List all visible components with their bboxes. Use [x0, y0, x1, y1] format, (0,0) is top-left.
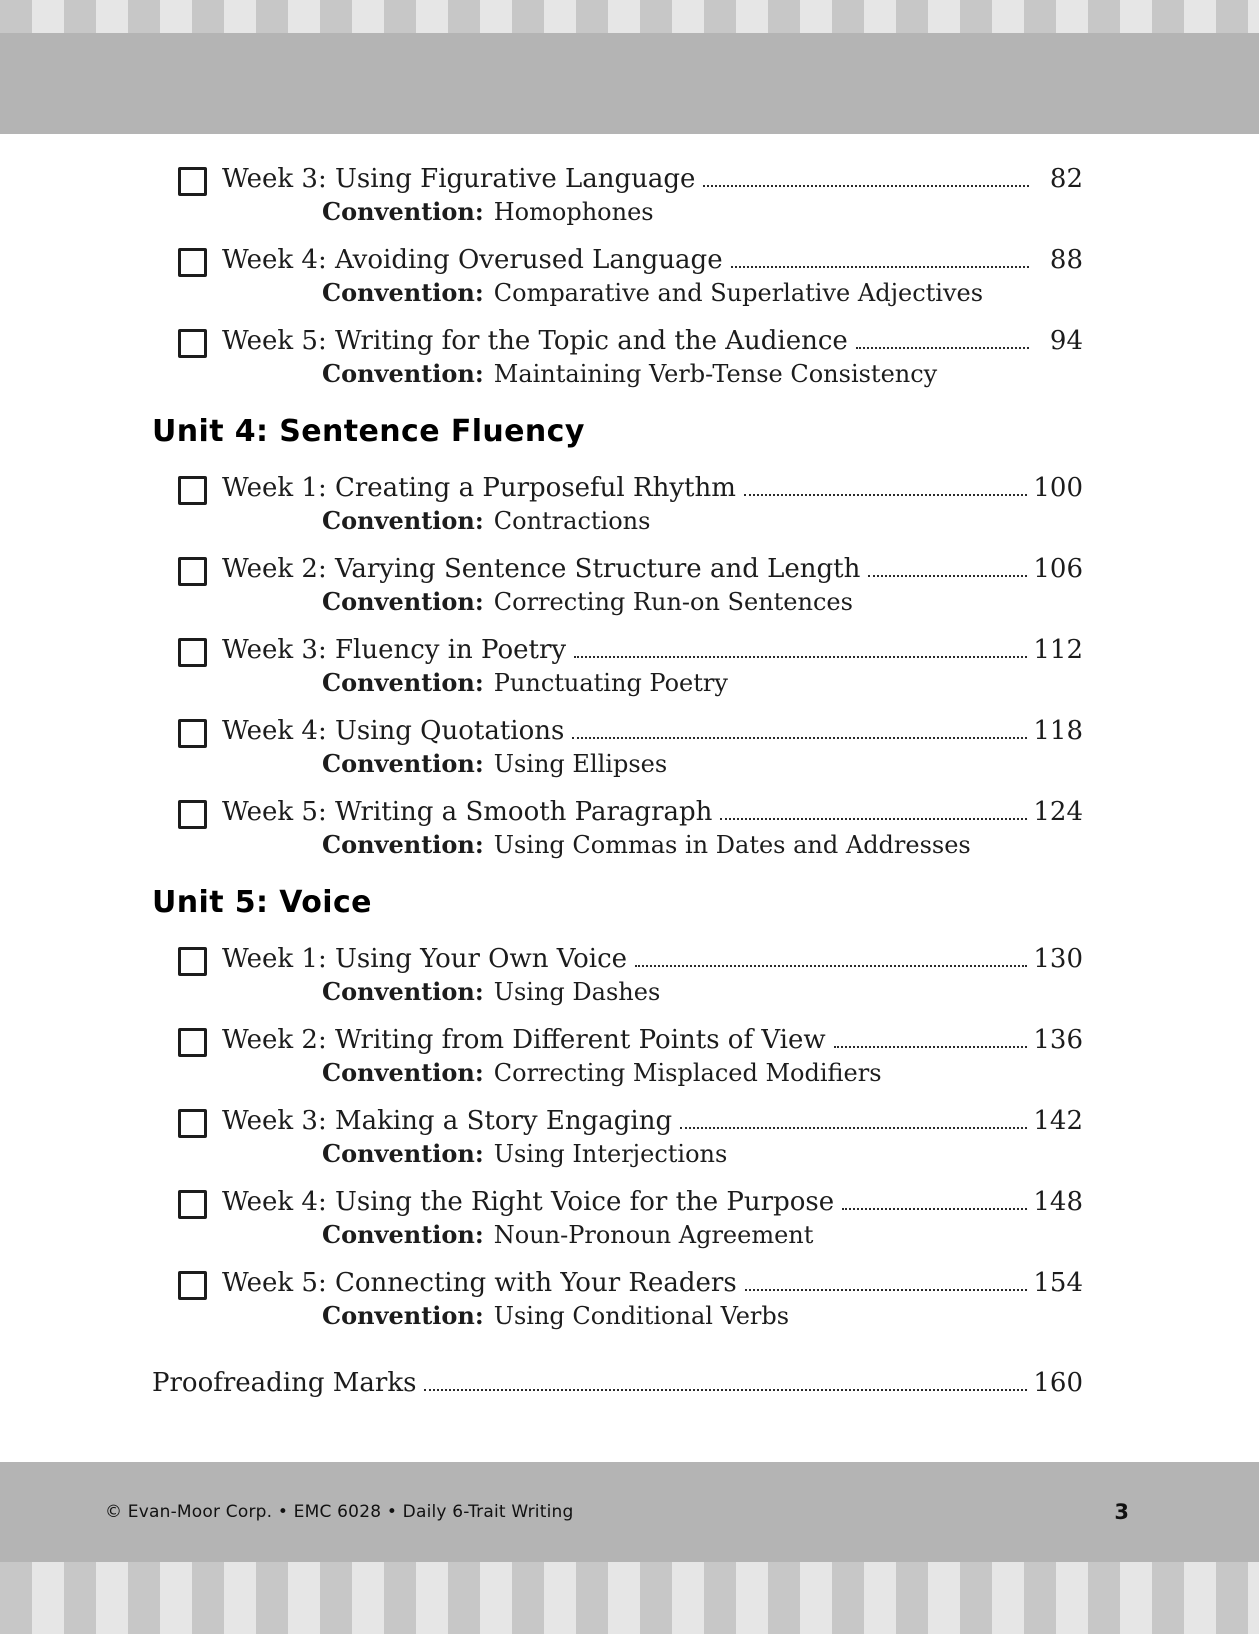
entry-title-row [222, 552, 1083, 586]
entry-title-row [222, 162, 1083, 196]
entry-title-row [222, 1023, 1083, 1057]
convention-text: Homophones [493, 198, 654, 226]
convention-text: Punctuating Poetry [493, 669, 728, 697]
header-stripes [0, 0, 1259, 33]
week-checkbox [178, 1028, 207, 1057]
entry-body [222, 633, 1083, 699]
toc-entry [178, 324, 1083, 390]
entry-title: Week 2: Writing from Different Points of View [222, 1025, 826, 1055]
dot-leader [680, 1127, 1027, 1129]
page-number: 154 [1033, 1268, 1083, 1298]
dot-leader [424, 1389, 1027, 1391]
footer-credit: © Evan-Moor Corp. • EMC 6028 • Daily 6-Trait Writing [105, 1502, 574, 1522]
convention-text: Using Ellipses [493, 750, 668, 778]
entry-body [222, 795, 1083, 861]
convention-line [222, 976, 1083, 1008]
dot-leader [744, 494, 1028, 496]
convention-line [222, 358, 1083, 390]
week-checkbox [178, 329, 207, 358]
entry-title: Proofreading Marks [152, 1368, 417, 1398]
entry-title-row [152, 1366, 1083, 1400]
entry-body [222, 1104, 1083, 1170]
toc-entry [178, 162, 1083, 228]
entry-title-row [222, 243, 1083, 277]
footer-page-number: 3 [1114, 1500, 1129, 1524]
convention-line [222, 667, 1083, 699]
convention-label: Convention: [322, 1058, 484, 1087]
entry-body [222, 942, 1083, 1008]
entry-body [222, 1023, 1083, 1089]
dot-leader [731, 266, 1029, 268]
convention-label: Convention: [322, 197, 484, 226]
entry-title-row [222, 633, 1083, 667]
header-band [0, 33, 1259, 134]
entry-title: Week 4: Using the Right Voice for the Purpose [222, 1187, 835, 1217]
convention-label: Convention: [322, 668, 484, 697]
week-checkbox [178, 1190, 207, 1219]
convention-text: Contractions [493, 507, 651, 535]
page-number: 82 [1049, 164, 1083, 194]
week-checkbox [178, 1109, 207, 1138]
convention-text: Using Dashes [493, 978, 661, 1006]
entry-title-row [222, 324, 1083, 358]
entry-body [222, 1266, 1083, 1332]
entry-body [222, 714, 1083, 780]
page-number: 112 [1033, 635, 1083, 665]
convention-text: Noun-Pronoun Agreement [493, 1221, 814, 1249]
convention-line [222, 505, 1083, 537]
entry-title: Week 3: Using Figurative Language [222, 164, 696, 194]
entry-title: Week 1: Using Your Own Voice [222, 944, 628, 974]
convention-label: Convention: [322, 830, 484, 859]
convention-label: Convention: [322, 359, 484, 388]
week-checkbox [178, 557, 207, 586]
page-number: 124 [1033, 797, 1083, 827]
entry-body [152, 1366, 1083, 1400]
toc-entry [178, 1023, 1083, 1089]
dot-leader [720, 818, 1027, 820]
dot-leader [703, 185, 1029, 187]
entry-title: Week 5: Connecting with Your Readers [222, 1268, 737, 1298]
convention-text: Comparative and Superlative Adjectives [493, 279, 984, 307]
dot-leader [745, 1289, 1028, 1291]
week-checkbox [178, 1271, 207, 1300]
convention-label: Convention: [322, 278, 484, 307]
page-number: 160 [1033, 1368, 1083, 1398]
toc-entry [178, 942, 1083, 1008]
week-checkbox [178, 638, 207, 667]
convention-label: Convention: [322, 587, 484, 616]
toc-content [0, 134, 1259, 1462]
page-number: 148 [1033, 1187, 1083, 1217]
convention-line [222, 1057, 1083, 1089]
entry-title: Week 5: Writing a Smooth Paragraph [222, 797, 713, 827]
entry-title: Week 3: Making a Story Engaging [222, 1106, 673, 1136]
convention-text: Correcting Misplaced Modifiers [493, 1059, 882, 1087]
page-number: 118 [1033, 716, 1083, 746]
page-number: 130 [1033, 944, 1083, 974]
toc-entry [178, 1104, 1083, 1170]
convention-line [222, 748, 1083, 780]
page-number: 136 [1033, 1025, 1083, 1055]
entry-title-row [222, 471, 1083, 505]
dot-leader [572, 737, 1027, 739]
entry-title-row [222, 1185, 1083, 1219]
convention-label: Convention: [322, 977, 484, 1006]
week-checkbox [178, 947, 207, 976]
toc-entry [178, 471, 1083, 537]
entry-title: Week 1: Creating a Purposeful Rhythm [222, 473, 736, 503]
entry-body [222, 243, 1083, 309]
page-number: 142 [1033, 1106, 1083, 1136]
toc-entry [178, 633, 1083, 699]
toc-section [152, 471, 1083, 861]
entry-body [222, 552, 1083, 618]
convention-text: Using Interjections [493, 1140, 728, 1168]
toc-section [152, 162, 1083, 390]
entry-title: Week 4: Avoiding Overused Language [222, 245, 723, 275]
convention-line [222, 1138, 1083, 1170]
convention-text: Using Commas in Dates and Addresses [493, 831, 971, 859]
entry-title: Week 5: Writing for the Topic and the Audience [222, 326, 848, 356]
entry-body [222, 324, 1083, 390]
toc-entry [178, 714, 1083, 780]
unit-heading: Unit 4: Sentence Fluency [152, 414, 585, 449]
entry-title-row [222, 714, 1083, 748]
page-number: 94 [1049, 326, 1083, 356]
convention-label: Convention: [322, 1139, 484, 1168]
page-number: 100 [1033, 473, 1083, 503]
entry-body [222, 1185, 1083, 1251]
week-checkbox [178, 719, 207, 748]
footer-stripes [0, 1562, 1259, 1634]
unit-heading: Unit 5: Voice [152, 885, 372, 920]
convention-label: Convention: [322, 1301, 484, 1330]
convention-line [222, 1219, 1083, 1251]
week-checkbox [178, 476, 207, 505]
toc-entry [178, 1266, 1083, 1332]
entry-title-row [222, 1104, 1083, 1138]
toc-entry [178, 1185, 1083, 1251]
convention-line [222, 277, 1083, 309]
convention-line [222, 1300, 1083, 1332]
entry-title: Week 3: Fluency in Poetry [222, 635, 567, 665]
convention-text: Correcting Run-on Sentences [493, 588, 853, 616]
dot-leader [856, 347, 1029, 349]
entry-title: Week 4: Using Quotations [222, 716, 565, 746]
toc-entry [178, 552, 1083, 618]
convention-text: Using Conditional Verbs [493, 1302, 790, 1330]
entry-title-row [222, 1266, 1083, 1300]
page-number: 106 [1033, 554, 1083, 584]
week-checkbox [178, 167, 207, 196]
entry-title: Week 2: Varying Sentence Structure and Length [222, 554, 861, 584]
convention-line [222, 196, 1083, 228]
entry-title-row [222, 942, 1083, 976]
convention-label: Convention: [322, 1220, 484, 1249]
dot-leader [834, 1046, 1028, 1048]
entry-body [222, 162, 1083, 228]
convention-label: Convention: [322, 506, 484, 535]
toc-section [152, 942, 1083, 1332]
week-checkbox [178, 800, 207, 829]
toc-entry [178, 243, 1083, 309]
footer-band [0, 1462, 1259, 1562]
dot-leader [868, 575, 1027, 577]
convention-line [222, 586, 1083, 618]
entry-body [222, 471, 1083, 537]
page-number: 88 [1049, 245, 1083, 275]
convention-line [222, 829, 1083, 861]
proofreading-row [152, 1366, 1083, 1400]
convention-label: Convention: [322, 749, 484, 778]
dot-leader [842, 1208, 1027, 1210]
convention-text: Maintaining Verb-Tense Consistency [493, 360, 938, 388]
dot-leader [574, 656, 1027, 658]
entry-title-row [222, 795, 1083, 829]
toc-entry [178, 795, 1083, 861]
week-checkbox [178, 248, 207, 277]
dot-leader [635, 965, 1027, 967]
